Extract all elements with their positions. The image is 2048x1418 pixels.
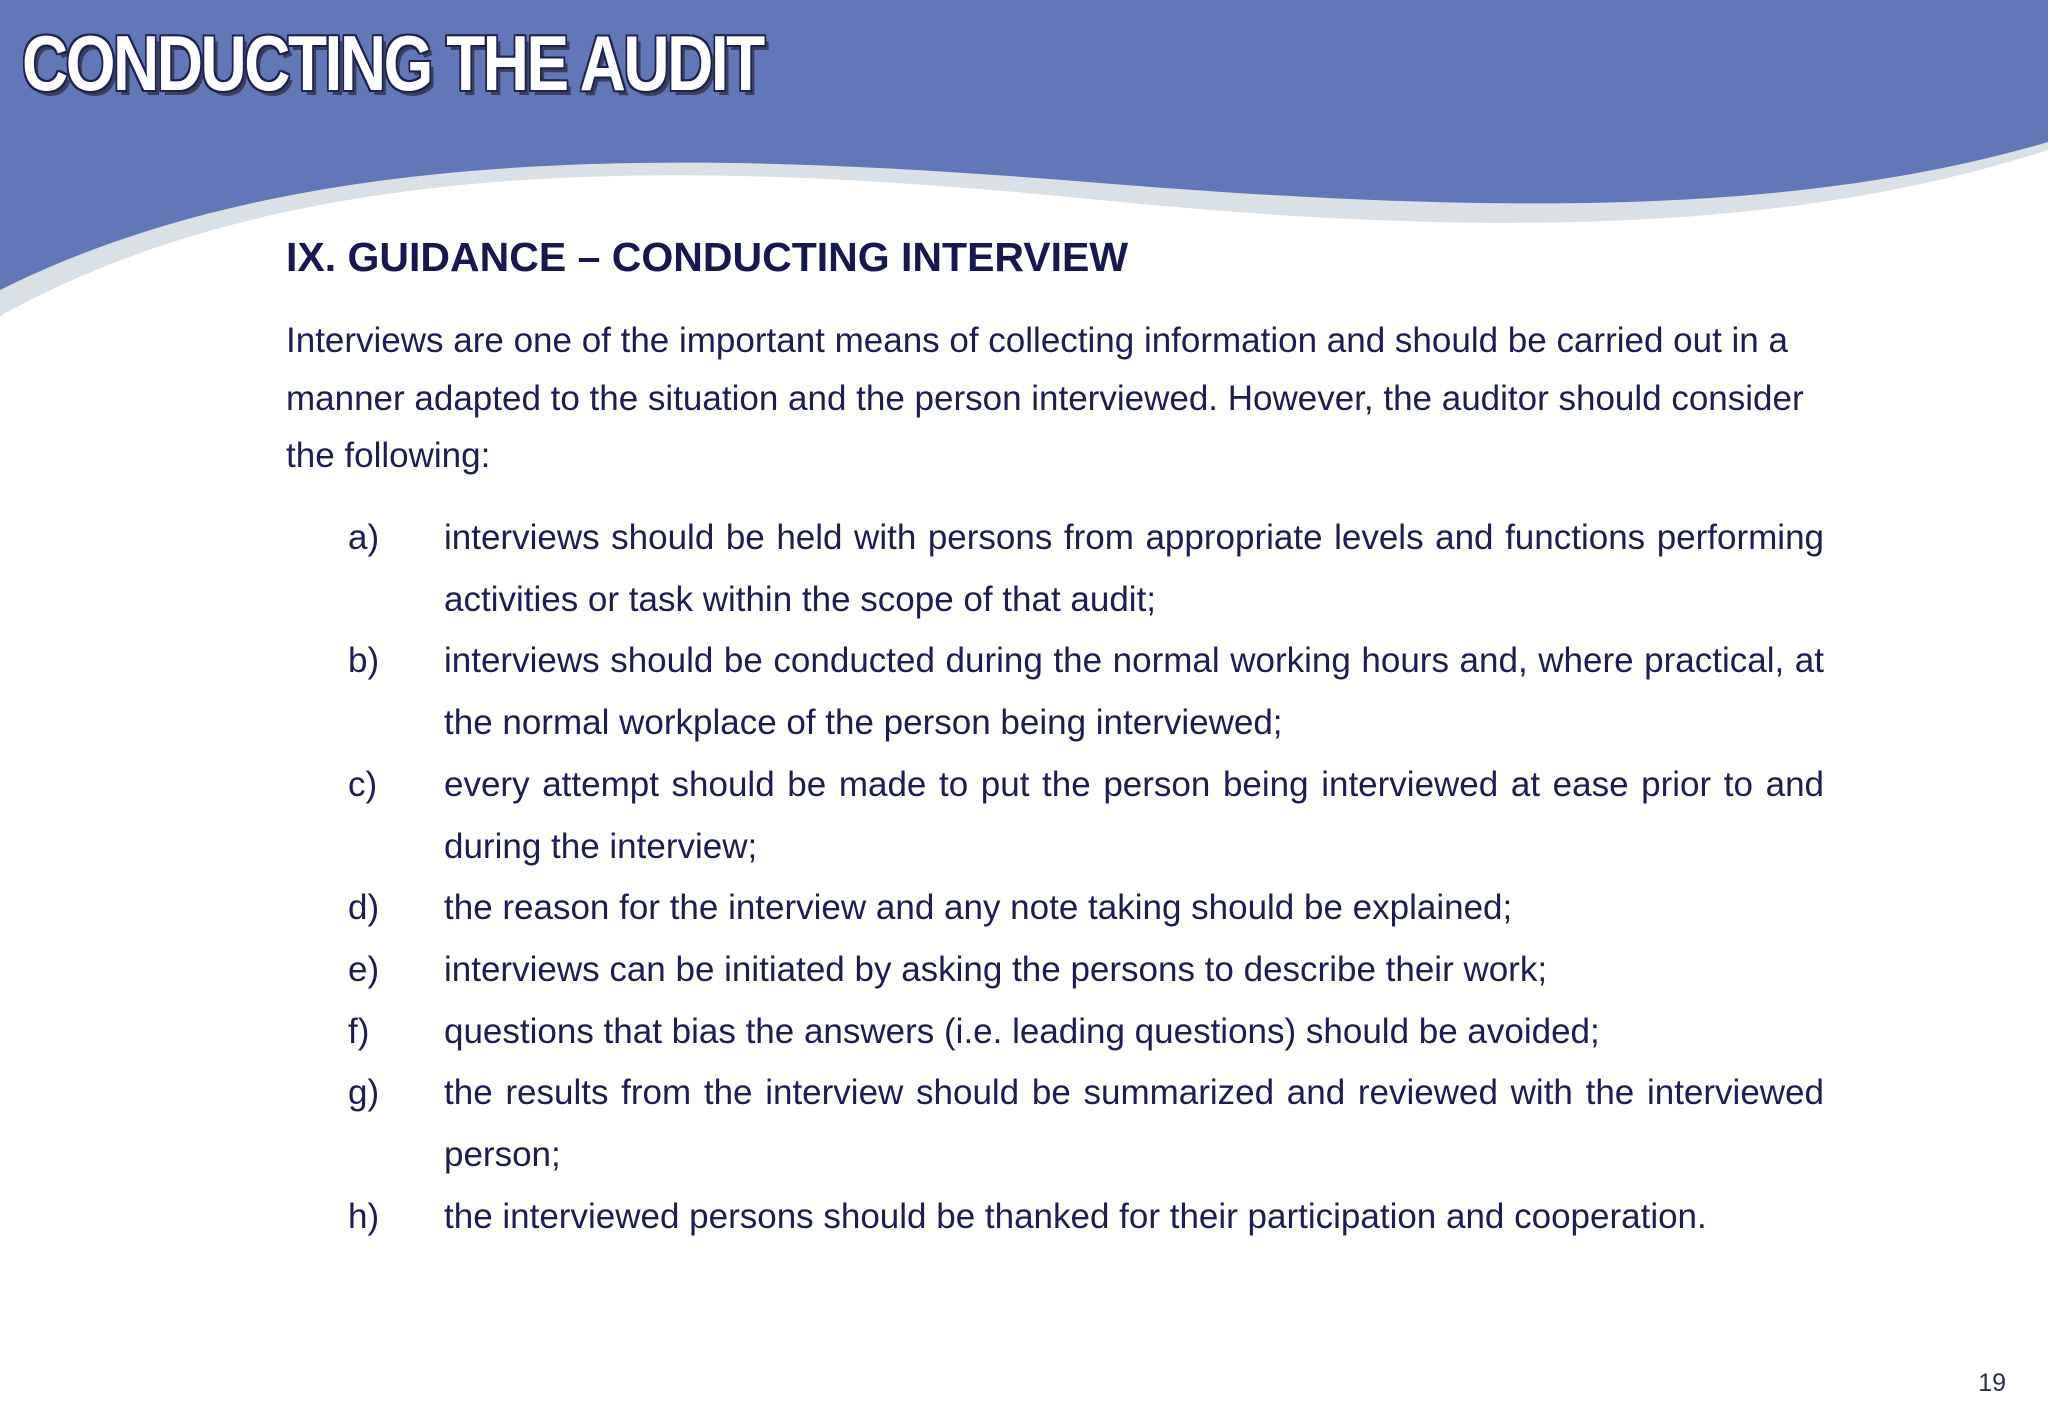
list-item-marker: a) — [348, 518, 380, 557]
list-item — [348, 754, 1824, 877]
guidance-list — [348, 507, 1824, 1247]
list-item — [348, 939, 1824, 1001]
slide-title: CONDUCTING THE AUDIT — [22, 19, 763, 107]
list-item-marker: h) — [348, 1196, 380, 1236]
list-item-marker: e) — [348, 949, 380, 989]
intro-paragraph: Interviews are one of the important means of collecting information and should be carried out in a manner adapted to the situation and the person interviewed. However, the auditor should consider the following: — [286, 321, 1804, 475]
list-item — [348, 877, 1824, 939]
list-item — [348, 1062, 1824, 1185]
list-item-marker: d) — [348, 888, 380, 928]
list-item-text: interviews can be initiated by asking the persons to describe their work; — [444, 949, 1548, 989]
list-item — [348, 630, 1824, 753]
list-item-marker: c) — [348, 764, 378, 804]
page-number: 19 — [1978, 1369, 2006, 1397]
list-item-text: interviews should be held with persons from appropriate levels and functions performing activities or task within the scope of that audit; — [444, 518, 1824, 619]
list-item-marker: b) — [348, 641, 380, 681]
list-item — [348, 1001, 1824, 1063]
list-item-text: every attempt should be made to put the person being interviewed at ease prior to and during the interview; — [444, 764, 1824, 866]
list-item-marker: g) — [348, 1073, 380, 1113]
section-heading: IX. GUIDANCE – CONDUCTING INTERVIEW — [286, 234, 1129, 280]
list-item-text: the reason for the interview and any note taking should be explained; — [444, 888, 1513, 928]
list-item-text: the interviewed persons should be thanked for their participation and cooperation. — [444, 1196, 1707, 1236]
list-item-text: interviews should be conducted during the normal working hours and, where practical, at the normal workplace of the person being interviewed; — [444, 641, 1824, 743]
list-item — [348, 1186, 1824, 1248]
list-item — [348, 507, 1824, 630]
list-item-text: questions that bias the answers (i.e. leading questions) should be avoided; — [444, 1011, 1600, 1051]
list-item-marker: f) — [348, 1011, 370, 1051]
list-item-text: the results from the interview should be summarized and reviewed with the interviewed person; — [444, 1073, 1824, 1175]
